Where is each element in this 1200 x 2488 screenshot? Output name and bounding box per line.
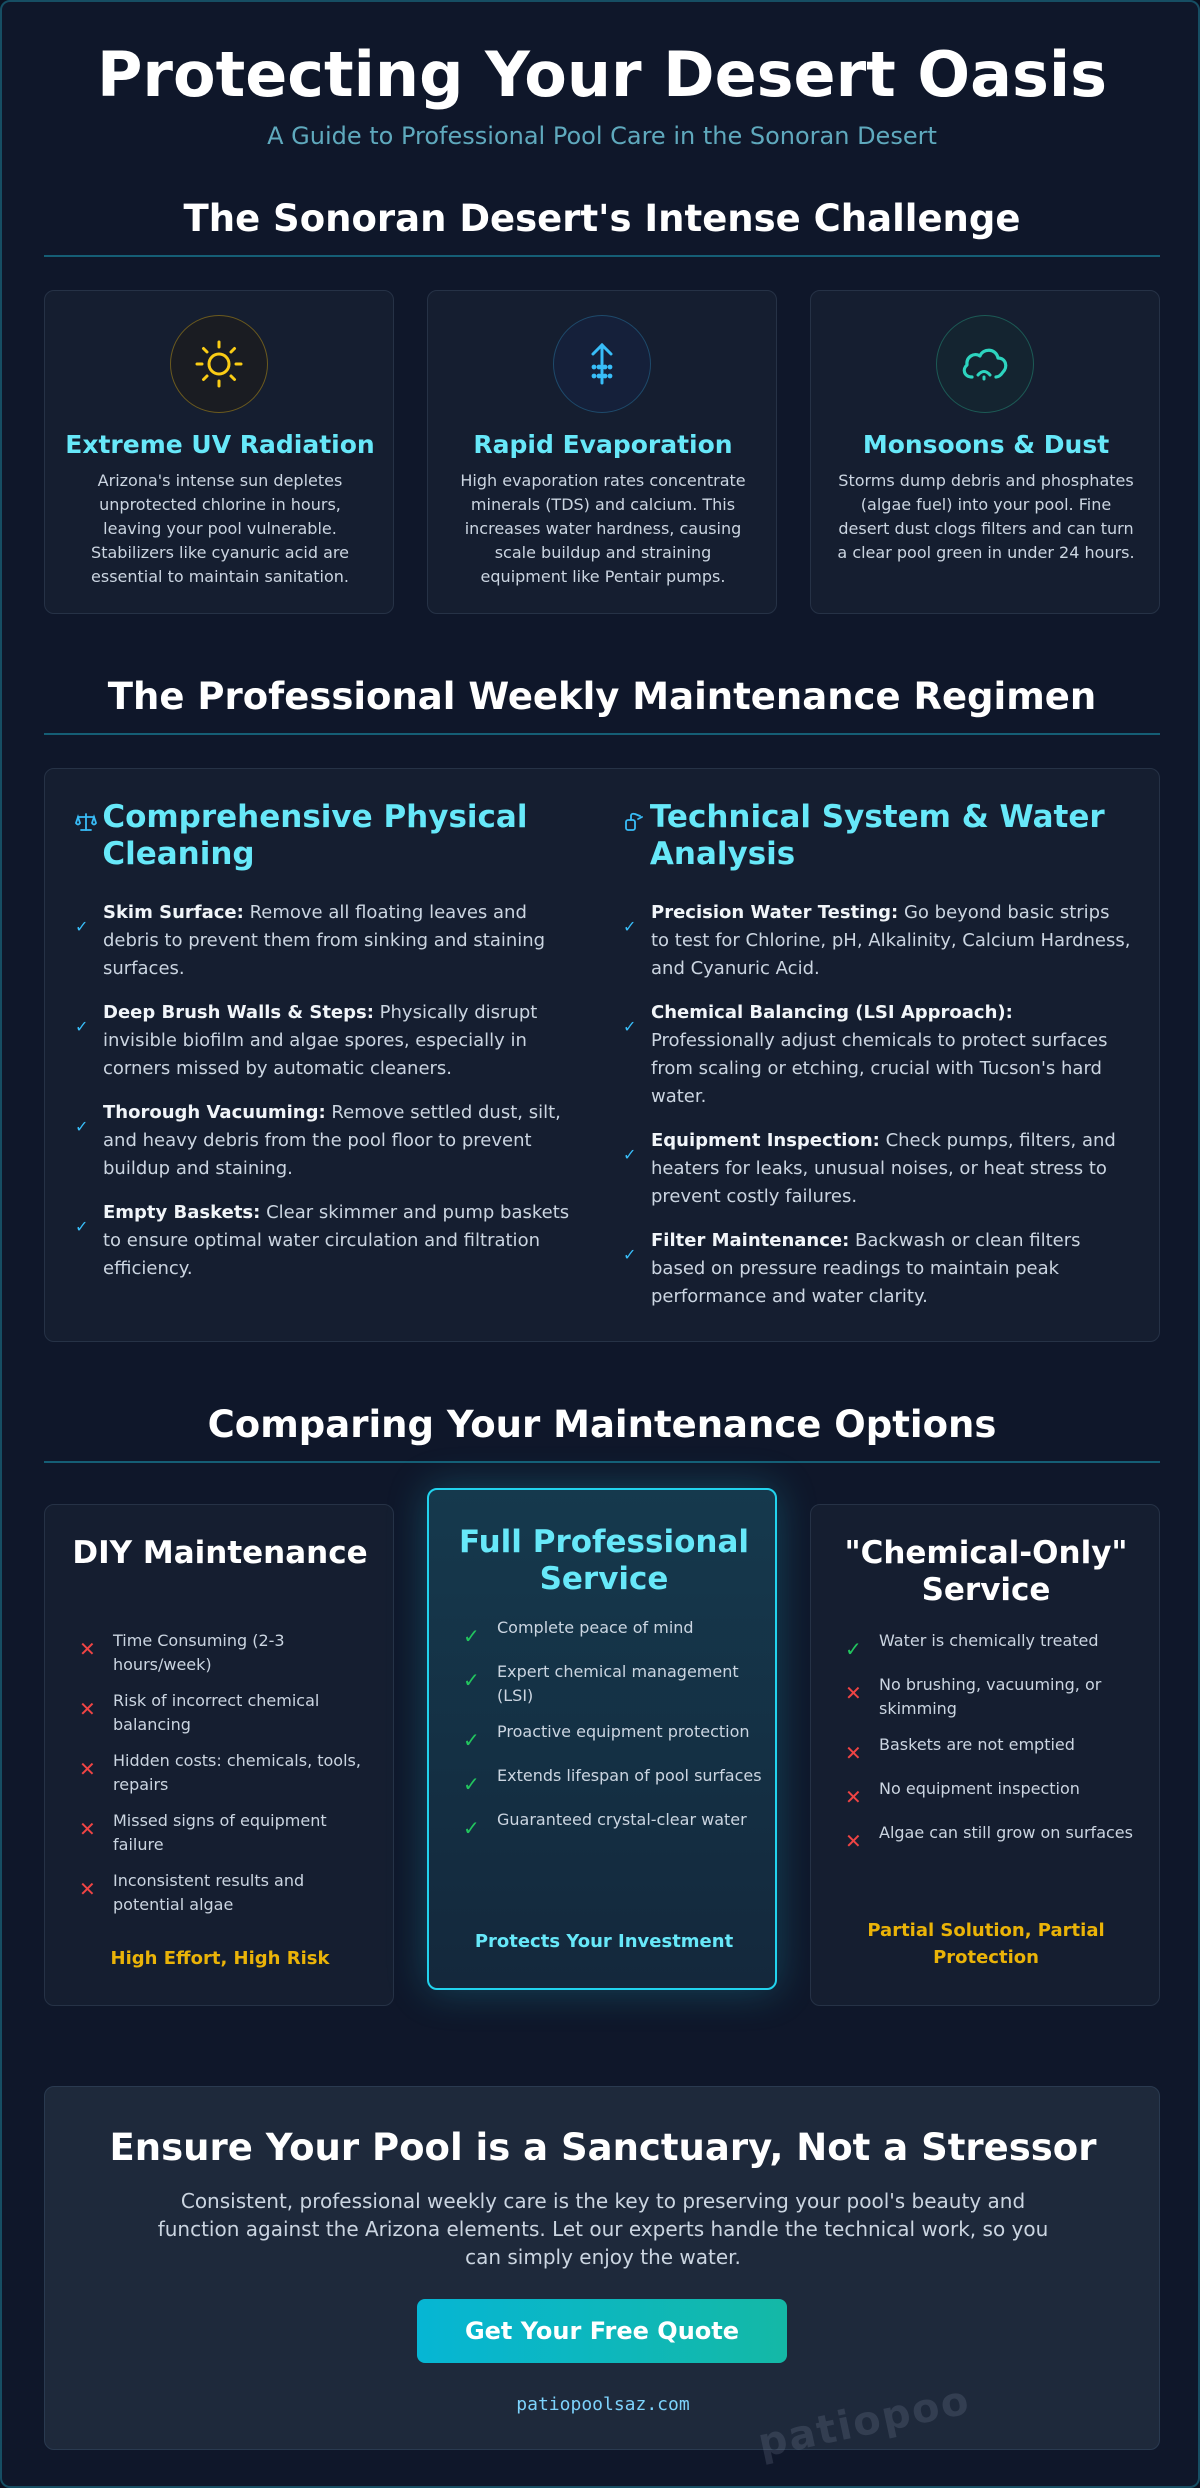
check-icon: ✓	[623, 917, 637, 936]
challenge-heading: The Sonoran Desert's Intense Challenge	[183, 197, 1021, 240]
cross-icon: ✕	[845, 1785, 862, 1809]
cross-icon: ✕	[79, 1697, 96, 1721]
option-card-professional	[427, 1488, 777, 1990]
cta-text: Consistent, professional weekly care is the key to preserving your pool's beauty and function against the Arizona elements. Let our experts handle the technical work, so you can simply enjoy the water.	[157, 2189, 1049, 2269]
regimen-divider	[44, 733, 1160, 735]
challenge-card-evaporation	[427, 290, 777, 614]
list-item: ✓ Proactive equipment protection	[463, 1722, 750, 1752]
list-item: ✕ Risk of incorrect chemical balancing	[79, 1689, 379, 1737]
scale-icon	[75, 799, 102, 837]
options-divider	[44, 1461, 1160, 1463]
challenge-text: Storms dump debris and phosphates (algae fuel) into your pool. Fine desert dust clogs filters and can turn a clear pool green in under 24 hours.	[837, 471, 1135, 562]
cross-icon: ✕	[79, 1637, 96, 1661]
options-heading: Comparing Your Maintenance Options	[207, 1403, 997, 1446]
check-icon: ✓	[463, 1624, 480, 1648]
option-summary: High Effort, High Risk	[110, 1948, 330, 1969]
challenge-text: Arizona's intense sun depletes unprotected chlorine in hours, leaving your pool vulnerable. Stabilizers like cyanuric acid are essential to maintain sanitation.	[91, 471, 349, 586]
regimen-column-cleaning	[75, 799, 575, 1299]
cleaning-task-list	[75, 899, 575, 1283]
list-item: ✓ Complete peace of mind	[463, 1618, 694, 1648]
challenge-text: High evaporation rates concentrate minerals (TDS) and calcium. This increases water hardness, causing scale buildup and straining equipment like Pentair pumps.	[460, 471, 746, 586]
cross-icon: ✕	[79, 1757, 96, 1781]
list-item: ✓ Deep Brush Walls & Steps: Physically disrupt invisible biofilm and algae spores, especially in corners missed by automatic cleaners.	[75, 999, 575, 1083]
option-summary: Partial Solution, Partial Protection	[867, 1920, 1105, 1968]
regimen-title: Comprehensive Physical Cleaning	[102, 799, 528, 872]
sun-icon	[170, 315, 268, 413]
test-kit-icon	[623, 799, 650, 837]
check-icon: ✓	[463, 1668, 480, 1692]
list-item: ✓ Guaranteed crystal-clear water	[463, 1810, 747, 1840]
cross-icon: ✕	[79, 1817, 96, 1841]
check-icon: ✓	[75, 1217, 89, 1236]
option-title: Full Professional Service	[458, 1524, 749, 1597]
check-icon: ✓	[623, 1245, 637, 1264]
storm-cloud-icon	[936, 315, 1034, 413]
option-summary: Protects Your Investment	[474, 1931, 734, 1952]
cross-icon: ✕	[845, 1829, 862, 1853]
get-quote-button[interactable]: Get Your Free Quote	[417, 2299, 787, 2363]
list-item: ✕ No brushing, vacuuming, or skimming	[845, 1673, 1145, 1721]
cross-icon: ✕	[79, 1877, 96, 1901]
regimen-column-technical	[623, 799, 1133, 1327]
check-icon: ✓	[75, 917, 89, 936]
page-subtitle: A Guide to Professional Pool Care in the Sonoran Desert	[267, 122, 937, 150]
list-item: ✓ Extends lifespan of pool surfaces	[463, 1766, 762, 1796]
check-icon: ✓	[463, 1772, 480, 1796]
regimen-card	[44, 768, 1160, 1342]
cross-icon: ✕	[845, 1681, 862, 1705]
list-item: ✓ Water is chemically treated	[845, 1631, 1099, 1661]
list-item: ✕ Hidden costs: chemicals, tools, repairs	[79, 1749, 379, 1797]
list-item: ✕ Inconsistent results and potential algae	[79, 1869, 379, 1917]
list-item: ✕ Baskets are not emptied	[845, 1735, 1075, 1765]
technical-task-list	[623, 899, 1133, 1311]
list-item: ✕ No equipment inspection	[845, 1779, 1080, 1809]
list-item: ✓ Filter Maintenance: Backwash or clean filters based on pressure readings to maintain peak performance and water clarity.	[623, 1227, 1133, 1311]
page-title: Protecting Your Desert Oasis	[96, 38, 1107, 111]
challenge-card-uv	[44, 290, 394, 614]
list-item: ✓ Chemical Balancing (LSI Approach): Professionally adjust chemicals to protect surfaces from scaling or etching, crucial with Tucson's hard water.	[623, 999, 1133, 1111]
check-icon: ✓	[623, 1145, 637, 1164]
challenge-title: Rapid Evaporation	[473, 430, 733, 459]
list-item: ✓ Skim Surface: Remove all floating leaves and debris to prevent them from sinking and staining surfaces.	[75, 899, 575, 983]
regimen-heading: The Professional Weekly Maintenance Regimen	[107, 675, 1097, 718]
challenge-title: Monsoons & Dust	[862, 430, 1110, 459]
check-icon: ✓	[75, 1117, 89, 1136]
challenge-card-monsoons	[810, 290, 1160, 614]
website-link[interactable]: patiopoolsaz.com	[516, 2394, 690, 2415]
list-item: ✓ Equipment Inspection: Check pumps, filters, and heaters for leaks, unusual noises, or heat stress to prevent costly failures.	[623, 1127, 1133, 1211]
list-item: ✓ Empty Baskets: Clear skimmer and pump baskets to ensure optimal water circulation and filtration efficiency.	[75, 1199, 575, 1283]
evaporation-icon	[553, 315, 651, 413]
list-item: ✓ Precision Water Testing: Go beyond basic strips to test for Chlorine, pH, Alkalinity, Calcium Hardness, and Cyanuric Acid.	[623, 899, 1133, 983]
option-title: "Chemical-Only" Service	[844, 1535, 1128, 1608]
watermark: patiopoo	[754, 2377, 975, 2467]
cta-title: Ensure Your Pool is a Sanctuary, Not a Stressor	[109, 2126, 1097, 2169]
list-item: ✕ Missed signs of equipment failure	[79, 1809, 379, 1857]
option-feature-list	[79, 1629, 379, 1929]
check-icon: ✓	[623, 1017, 637, 1036]
check-icon: ✓	[75, 1017, 89, 1036]
list-item: ✕ Algae can still grow on surfaces	[845, 1823, 1133, 1853]
option-feature-list	[463, 1616, 763, 1852]
list-item: ✓ Thorough Vacuuming: Remove settled dust, silt, and heavy debris from the pool floor to prevent buildup and staining.	[75, 1099, 575, 1183]
challenge-title: Extreme UV Radiation	[65, 430, 375, 459]
cta-card	[44, 2086, 1160, 2450]
check-icon: ✓	[463, 1816, 480, 1840]
challenge-divider	[44, 255, 1160, 257]
check-icon: ✓	[463, 1728, 480, 1752]
list-item: ✕ Time Consuming (2-3 hours/week)	[79, 1629, 379, 1677]
check-icon: ✓	[845, 1637, 862, 1661]
option-title: DIY Maintenance	[72, 1535, 368, 1571]
option-feature-list	[845, 1629, 1145, 1865]
list-item: ✓ Expert chemical management (LSI)	[463, 1660, 763, 1708]
regimen-title: Technical System & Water Analysis	[649, 799, 1105, 872]
option-card-chemical-only	[810, 1504, 1160, 2006]
option-card-diy	[44, 1504, 394, 2006]
cross-icon: ✕	[845, 1741, 862, 1765]
